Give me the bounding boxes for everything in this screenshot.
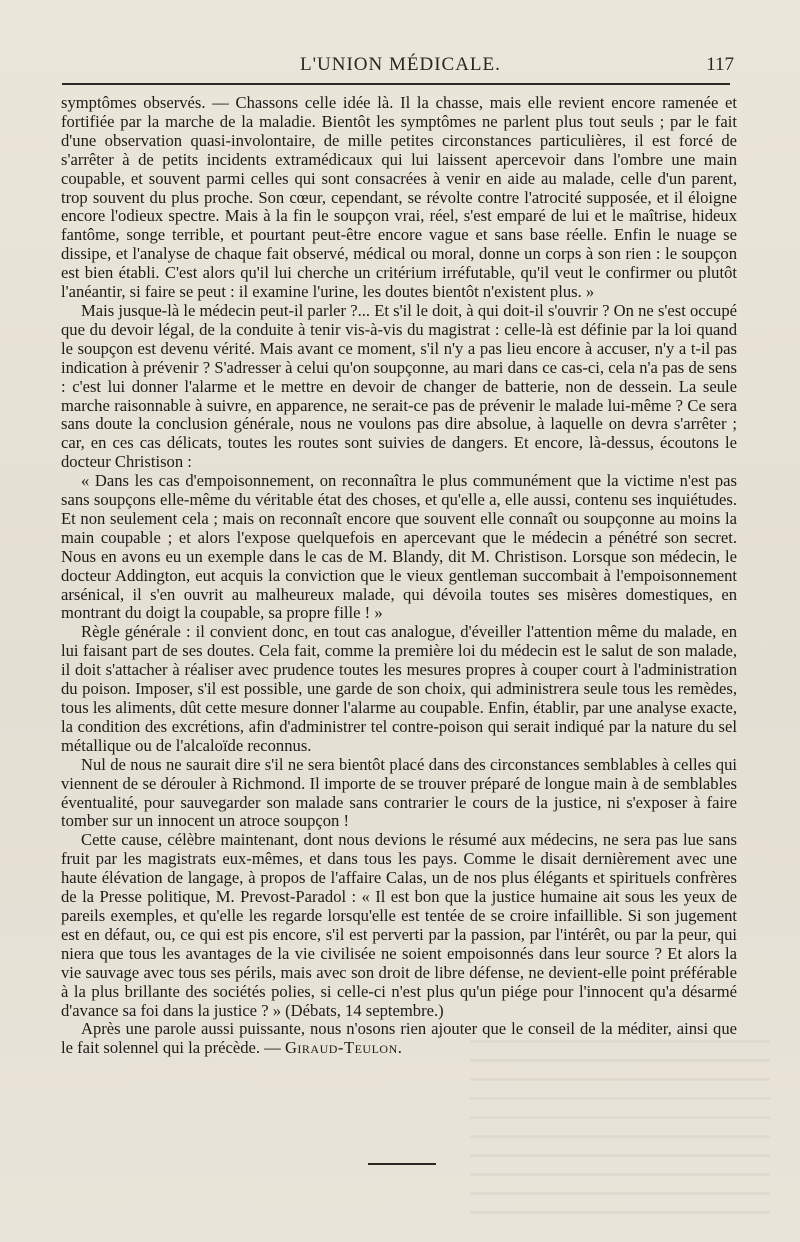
- paragraph-4: Règle générale : il convient donc, en tout cas analogue, d'éveiller l'attention même du malade, en lui faisant part de ses doutes. Cela fait, comme la première loi du médecin est le salut de son malade, il doit s'attacher à réaliser avec prudence toutes les mesures propres à couper court à l'administration du poison. Imposer, s'il est possible, une garde de son choix, qui administrera seule tous les remèdes, tous les aliments, dût cette mesure donner l'alarme au coupable. Enfin, établir, par une analyse exacte, la condition des excrétions, afin d'administrer tel contre-poison qui serait indiqué par la nature du sel métallique ou de l'alcaloïde reconnus.: [61, 622, 737, 755]
- paragraph-2: Mais jusque-là le médecin peut-il parler ?... Et s'il le doit, à qui doit-il s'ouvrir ? On ne s'est occupé que du devoir légal, de la conduite à tenir vis-à-vis du magistrat : celle-là est définie par la loi quand le soupçon est devenu vérité. Mais avant ce moment, s'il n'y a pas lieu encore à accuser, n'y a t-il pas indication à prévenir ? S'adresser à celui qu'on soupçonne, au mari dans ce cas-ci, cela n'a pas de sens : c'est lui donner l'alarme et le mettre en devoir de changer de batterie, non de dessein. La seule marche raisonnable à suivre, en apparence, ne serait-ce pas de prévenir le malade lui-même ? Ce sera sans doute la conclusion générale, nous ne voulons pas dire absolue, à laquelle on devra s'arrêter ; car, en ces cas délicats, toutes les routes sont suivies de dangers. Et encore, là-dessus, écoutons le docteur Christison :: [61, 300, 737, 472]
- running-title: L'UNION MÉDICALE.: [300, 54, 501, 75]
- author-signature: Giraud-Teulon.: [284, 1038, 403, 1058]
- page-number: 117: [706, 54, 734, 75]
- paragraph-5: Nul de nous ne saurait dire s'il ne sera bientôt placé dans des circonstances semblables à celles qui viennent de se dérouler à Richmond. Il importe de se trouver préparé de longue main à de semblables éventualité, pour sauvegarder son malade sans contrarier le cours de la justice, ni s'exposer à faire tomber sur un innocent un atroce soupçon !: [61, 754, 737, 831]
- closing-text: Après une parole aussi puissante, nous n'osons rien ajouter que le conseil de la méditer, ainsi que le fait solennel qui la précède. —: [61, 1019, 737, 1058]
- paragraph-quote-christison: « Dans les cas d'empoisonnement, on reconnaîtra le plus communément que la victime n'est pas sans soupçons elle-même du véritable état des choses, et qu'elle a, elle aussi, contenu ses inquiétudes. Et non seulement cela ; mais on reconnaît encore que souvent elle connaît ou soupçonne au moins la main coupable ; et alors l'expose quelquefois en apercevant que le médecin a pénétré son secret. Nous en avons eu un exemple dans le cas de M. Blandy, dit M. Christison. Lorsque son médecin, le docteur Addington, eut acquis la conviction que le vieux gentleman succombait à l'empoisonnement arsénical, il s'en ouvrit au malheureux malade, qui dévoila toutes ses misères domestiques, en montrant du doigt la coupable, sa propre fille ! »: [61, 471, 737, 623]
- footer-rule: [368, 1163, 436, 1165]
- article-body: [61, 94, 737, 1058]
- header-rule: [62, 83, 730, 85]
- paragraph-1: symptômes observés. — Chassons celle idée là. Il la chasse, mais elle revient encore ramenée et fortifiée par la marche de la maladie. Bientôt les symptômes ne parlent plus tout seuls ; par le fait d'une observation quasi-involontaire, de mille petites circonstances particulières, il est forcé de s'arrêter à de petits incidents extramédicaux qui lui laissent apercevoir dans l'ombre une main coupable, et souvent parmi celles qui sont consacrées à venir en aide au malade, celle d'un parent, trop souvent du plus proche. Son cœur, cependant, se révolte contre l'atrocité supposée, et il éloigne encore l'odieux spectre. Mais à la fin le soupçon vrai, réel, s'est emparé de lui et le maîtrise, hideux fantôme, songe terrible, et pourtant peut-être encore vague et sans base réelle. Enfin le nuage se dissipe, et l'analyse de chaque fait observé, médical ou moral, donne un corps à son rien : le soupçon est bien établi. C'est alors qu'il lui cherche un critérium irréfutable, qu'il veut le confirmer ou plutôt l'anéantir, si faire se peut : il examine l'urine, les doutes bientôt n'existent plus. »: [61, 93, 737, 302]
- page-header: [60, 52, 740, 82]
- paragraph-6: Cette cause, célèbre maintenant, dont nous devions le résumé aux médecins, ne sera pas lue sans fruit par les magistrats eux-mêmes, et dans tous les pays. Comme le disait dernièrement avec une haute élévation de langage, à propos de l'affaire Calas, un de nos plus élégants et spirituels confrères de la Presse politique, M. Prevost-Paradol : « Il est bon que la justice humaine ait sous les yeux de pareils exemples, et qu'elle les regarde lorsqu'elle est tentée de se croire infaillible. Si son jugement est en défaut, ou, ce qui est pis encore, s'il est perverti par la passion, par l'intérêt, ou par la peur, qui niera que tous les avantages de la vie civilisée ne soient empoisonnés dans leur source ? Et alors la vie sauvage avec tous ses périls, mais avec son droit de libre défense, ne devient-elle point préférable à la plus brillante des sociétés polies, si celle-ci n'est plus qu'un piége pour l'innocent qu'a désarmé d'avance sa foi dans la justice ? » (Débats, 14 septembre.): [61, 830, 737, 1020]
- show-through-texture: [470, 1040, 770, 1230]
